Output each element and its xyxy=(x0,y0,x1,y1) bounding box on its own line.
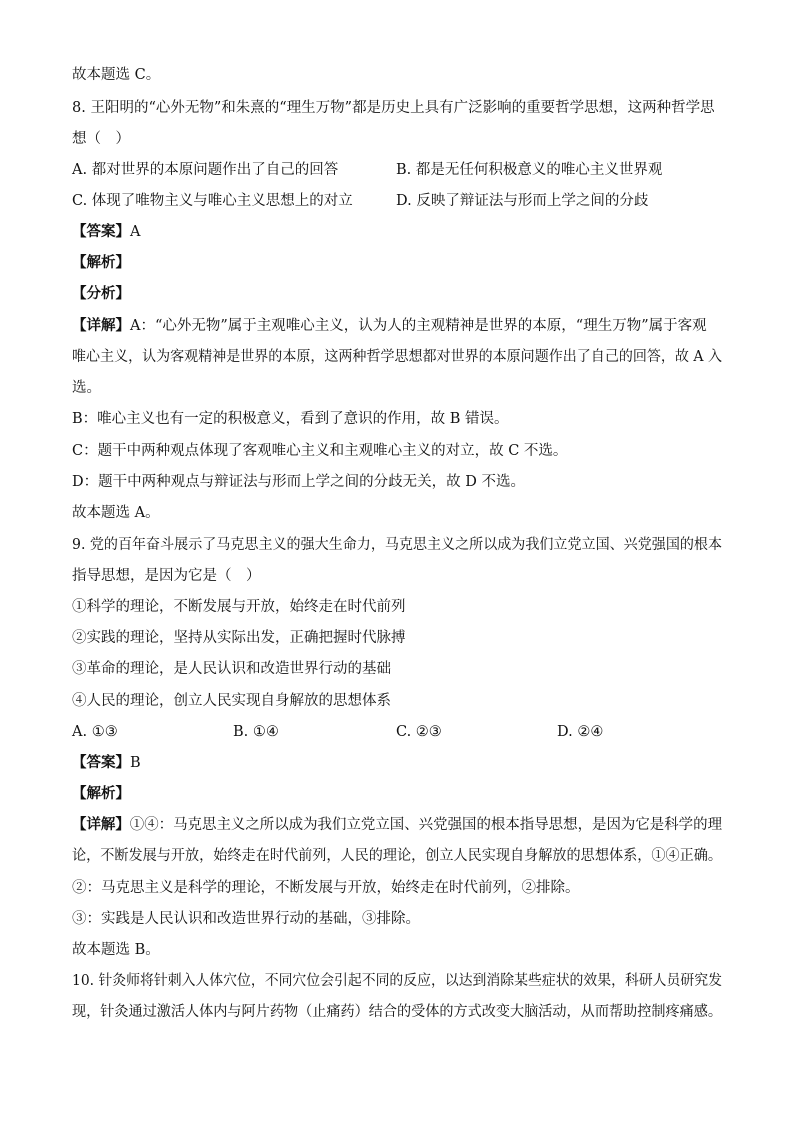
question-8-option-c: C. 体现了唯物主义与唯心主义思想上的对立 xyxy=(72,193,353,209)
question-9-analysis-label: 【解析】 xyxy=(72,786,130,802)
question-8-conclusion: 故本题选 A。 xyxy=(72,505,160,521)
answer-label: 【答案】 xyxy=(72,224,130,240)
question-9-answer xyxy=(72,753,141,773)
answer-label: 【答案】 xyxy=(72,755,130,771)
detail-label: 【详解】 xyxy=(72,318,130,334)
question-9-statement-3: ③革命的理论，是人民认识和改造世界行动的基础 xyxy=(72,661,391,677)
question-9-statement-2: ②实践的理论，坚持从实际出发，正确把握时代脉搏 xyxy=(72,630,406,646)
question-8-analysis-label: 【解析】 xyxy=(72,255,130,271)
question-8-detail-c: C：题干中两种观点体现了客观唯心主义和主观唯心主义的对立，故 C 不选。 xyxy=(72,443,568,459)
question-9-statement-1: ①科学的理论，不断发展与开放，始终走在时代前列 xyxy=(72,599,406,615)
question-8-stem-line-2: 想（ ） xyxy=(72,131,130,147)
question-8-option-d: D. 反映了辩证法与形而上学之间的分歧 xyxy=(396,193,649,209)
question-9-option-c: C. ②③ xyxy=(396,724,442,740)
question-8-detail-d: D：题干中两种观点与辩证法与形而上学之间的分歧无关，故 D 不选。 xyxy=(72,474,525,490)
question-9-option-a: A. ①③ xyxy=(72,724,118,740)
previous-answer-conclusion: 故本题选 C。 xyxy=(72,67,161,83)
question-9-detail-line-3: ②：马克思主义是科学的理论，不断发展与开放，始终走在时代前列，②排除。 xyxy=(72,880,580,896)
question-8-option-a: A. 都对世界的本原问题作出了自己的回答 xyxy=(72,162,339,178)
question-8-detail-line-1: 【详解】A：“心外无物”属于主观唯心主义，认为人的主观精神是世界的本原，“理生万物”属于客观 xyxy=(72,318,707,334)
question-10-stem-line-2: 现，针灸通过激活人体内与阿片药物（止痛药）结合的受体的方式改变大脑活动，从而帮助控制疼痛感。 xyxy=(72,1004,722,1020)
question-9-option-d: D. ②④ xyxy=(557,724,604,740)
question-8-option-b: B. 都是无任何积极意义的唯心主义世界观 xyxy=(396,162,663,178)
question-8-breakdown-label: 【分析】 xyxy=(72,286,130,302)
question-8-detail-line-2: 唯心主义，认为客观精神是世界的本原，这两种哲学思想都对世界的本原问题作出了自己的回答，故 A 入 xyxy=(72,349,723,365)
question-9-stem-line-1: 9. 党的百年奋斗展示了马克思主义的强大生命力，马克思主义之所以成为我们立党立国、兴党强国的根本 xyxy=(72,537,723,553)
detail-label: 【详解】 xyxy=(72,817,130,833)
question-10-stem-line-1: 10. 针灸师将针刺入人体穴位，不同穴位会引起不同的反应，以达到消除某些症状的效果，科研人员研究发 xyxy=(72,973,722,989)
question-9-detail-line-1: 【详解】①④：马克思主义之所以成为我们立党立国、兴党强国的根本指导思想，是因为它是科学的理 xyxy=(72,817,723,833)
answer-value: B xyxy=(130,755,141,771)
question-9-statement-4: ④人民的理论，创立人民实现自身解放的思想体系 xyxy=(72,693,391,709)
question-8-stem-line-1: 8. 王阳明的“心外无物”和朱熹的“理生万物”都是历史上具有广泛影响的重要哲学思想，这两种哲学思 xyxy=(72,100,715,116)
question-9-detail-line-4: ③：实践是人民认识和改造世界行动的基础，③排除。 xyxy=(72,911,420,927)
question-9-detail-line-2: 论，不断发展与开放，始终走在时代前列，人民的理论，创立人民实现自身解放的思想体系，①④正确。 xyxy=(72,848,722,864)
question-9-option-b: B. ①④ xyxy=(233,724,279,740)
answer-value: A xyxy=(130,224,141,240)
question-9-stem-line-2: 指导思想，是因为它是（ ） xyxy=(72,568,261,584)
question-8-answer xyxy=(72,222,140,242)
question-8-detail-line-3: 选。 xyxy=(72,380,101,396)
question-8-detail-b: B：唯心主义也有一定的积极意义，看到了意识的作用，故 B 错误。 xyxy=(72,411,509,427)
question-9-conclusion: 故本题选 B。 xyxy=(72,942,160,958)
